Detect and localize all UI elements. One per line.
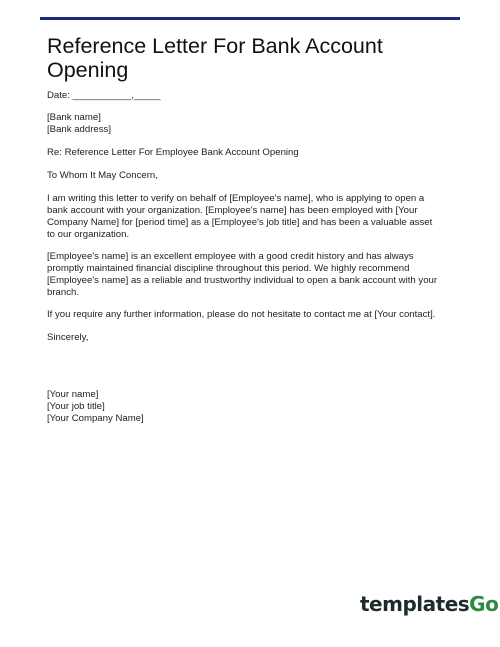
paragraph-2-line: promptly maintained financial discipline throughout this period. We highly recommend — [47, 263, 410, 274]
bank-name: [Bank name] — [47, 112, 101, 123]
document-title — [47, 34, 460, 82]
paragraph-2-line: branch. — [47, 287, 79, 298]
subject-line: Re: Reference Letter For Employee Bank Account Opening — [47, 147, 299, 158]
paragraph-2 — [47, 251, 461, 299]
paragraph-1-line: Company Name] for [period time] as a [Employee's job title] and has been a valuable asset — [47, 217, 433, 228]
paragraph-1-line: I am writing this letter to verify on behalf of [Employee's name], who is applying to open a — [47, 193, 425, 204]
title-line-2: Opening — [47, 58, 129, 82]
paragraph-1 — [47, 193, 461, 241]
logo-text-templates: templates — [360, 592, 470, 616]
paragraph-3-line: If you require any further information, please do not hesitate to contact me at [Your contact]. — [47, 309, 436, 320]
date-line: Date: ___________,_____ — [47, 90, 161, 101]
paragraph-3 — [47, 309, 461, 321]
title-line-1: Reference Letter For Bank Account — [47, 34, 383, 58]
paragraph-1-line: bank account with your organization. [Employee's name] has been employed with [Your — [47, 205, 418, 216]
greeting: To Whom It May Concern, — [47, 170, 158, 181]
bank-address: [Bank address] — [47, 124, 111, 135]
bank-block — [47, 112, 111, 136]
signature-block — [47, 389, 144, 425]
top-rule — [40, 17, 460, 20]
logo-text-go: Go — [469, 592, 499, 616]
signature-job-title: [Your job title] — [47, 401, 105, 412]
signature-company: [Your Company Name] — [47, 413, 144, 424]
paragraph-2-line: [Employee's name] as a reliable and trustworthy individual to open a bank account with your — [47, 275, 438, 286]
signature-name: [Your name] — [47, 389, 99, 400]
paragraph-2-line: [Employee's name] is an excellent employee with a good credit history and has always — [47, 251, 414, 262]
templatesgo-logo — [360, 592, 498, 616]
closing: Sincerely, — [47, 332, 89, 343]
paragraph-1-line: to our organization. — [47, 229, 130, 240]
